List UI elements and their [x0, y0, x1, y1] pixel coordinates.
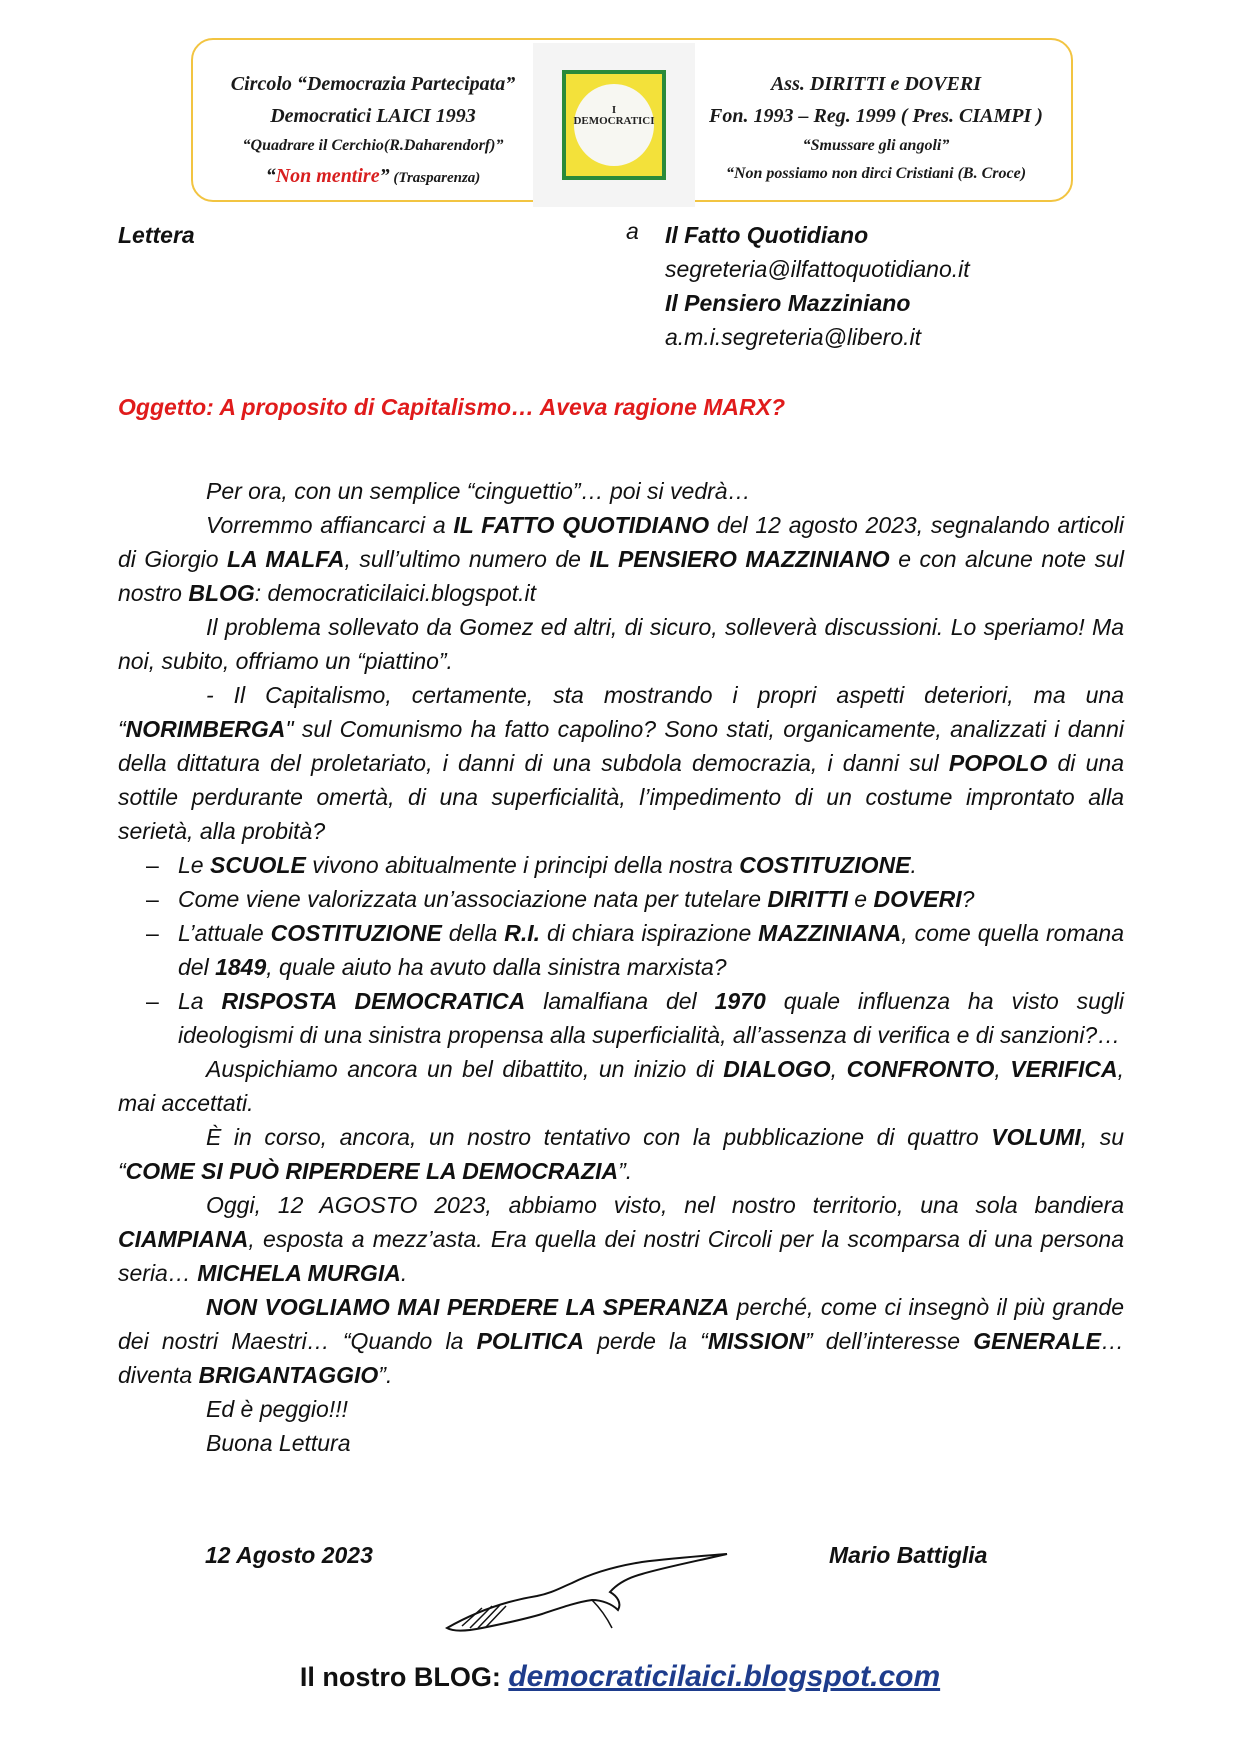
- circolo-motto-2: [203, 160, 543, 194]
- bold-text: BLOG: [188, 580, 255, 606]
- paragraph-text: Ed è peggio!!!: [206, 1396, 348, 1422]
- text: della: [441, 920, 505, 946]
- association-founded: Fon. 1993 – Reg. 1999 ( Pres. CIAMPI ): [709, 105, 1043, 127]
- text: - Il Capitalismo, certamente, sta mostrando i propri aspetti deteriori, ma una “: [118, 682, 1124, 742]
- text: Oggi, 12 AGOSTO 2023, abbiamo visto, nel nostro territorio, una sola bandiera: [206, 1192, 1124, 1218]
- recipient-email: a.m.i.segreteria@libero.it: [665, 324, 921, 350]
- recipients: [665, 218, 970, 354]
- bold-text: GENERALE: [973, 1328, 1101, 1354]
- dash-bullet: –: [146, 920, 159, 946]
- bold-text: VERIFICA: [1010, 1056, 1118, 1082]
- paragraph-text: Per ora, con un semplice “cinguettio”… poi si vedrà…: [206, 478, 751, 504]
- text: lamalfiana del: [525, 988, 715, 1014]
- text: Le: [178, 852, 210, 878]
- quote-close: ”: [379, 165, 390, 187]
- association-name: Ass. DIRITTI e DOVERI: [770, 73, 982, 95]
- blog-footer: [0, 1660, 1240, 1694]
- circolo-motto: “Quadrare il Cerchio(R.Daharendorf)”: [242, 137, 504, 154]
- recipient-email: segreteria@ilfattoquotidiano.it: [665, 256, 970, 282]
- bold-text: CIAMPIANA: [118, 1226, 249, 1252]
- non-mentire: Non mentire: [275, 165, 380, 187]
- bold-text: DOVERI: [873, 886, 962, 912]
- paragraph: [118, 508, 1124, 610]
- question-list: [118, 848, 1124, 1052]
- list-item: [118, 848, 1124, 882]
- paragraph: [118, 1392, 1124, 1426]
- paragraph: [118, 1426, 1124, 1460]
- paragraph: [118, 1188, 1124, 1290]
- blog-link[interactable]: democraticilaici.blogspot.com: [508, 1660, 941, 1693]
- recipient-prefix: a: [626, 218, 639, 244]
- bold-text: IL FATTO QUOTIDIANO: [453, 512, 710, 538]
- recipient-name: Il Fatto Quotidiano: [665, 222, 869, 248]
- quote-open: “: [265, 165, 276, 187]
- logo-text-line1: I: [611, 104, 617, 116]
- text: Come viene valorizzata un’associazione nata per tutelare: [178, 886, 768, 912]
- text: , quale aiuto ha avuto dalla sinistra marxista?: [266, 954, 727, 980]
- text: ”.: [618, 1158, 633, 1184]
- text: ” dell’interesse: [804, 1328, 974, 1354]
- bold-text: POLITICA: [476, 1328, 584, 1354]
- text: .: [400, 1260, 408, 1286]
- text: del 12 agosto 2023, segnalando articoli di Giorgio: [118, 512, 1125, 572]
- text: ,: [994, 1056, 1011, 1082]
- bold-text: MISSION: [707, 1328, 805, 1354]
- logo-text-line2: DEMOCRATICI: [573, 115, 655, 127]
- bold-text: COSTITUZIONE: [270, 920, 442, 946]
- list-item: [118, 916, 1124, 984]
- bold-text: POPOLO: [948, 750, 1048, 776]
- dash-bullet: –: [146, 988, 159, 1014]
- trasparenza: (Trasparenza): [389, 170, 481, 186]
- letterhead-left: [203, 68, 543, 194]
- paragraph: [118, 1120, 1124, 1188]
- bold-text: 1849: [215, 954, 267, 980]
- text: perde la “: [583, 1328, 708, 1354]
- circolo-name: Circolo “Democrazia Partecipata”: [230, 73, 516, 95]
- bold-text: BRIGANTAGGIO: [198, 1362, 379, 1388]
- text: È in corso, ancora, un nostro tentativo con la pubblicazione di quattro: [206, 1124, 992, 1150]
- paragraph-text: Buona Lettura: [206, 1430, 351, 1456]
- democratici-logo: [533, 43, 695, 207]
- letterhead-right: [701, 68, 1051, 188]
- text: ?: [961, 886, 975, 912]
- bold-text: NON VOGLIAMO MAI PERDERE LA SPERANZA: [206, 1294, 730, 1320]
- seagull-icon: [442, 1548, 732, 1638]
- text: ”.: [378, 1362, 393, 1388]
- text: vivono abitualmente i principi della nostra: [305, 852, 740, 878]
- bold-text: 1970: [714, 988, 766, 1014]
- text: quale influenza ha visto sugli ideologismi di una sinistra propensa alla superficialità, all’assenza di verifica e di sanzioni?…: [178, 988, 1124, 1048]
- bold-text: SCUOLE: [209, 852, 306, 878]
- paragraph: [118, 1290, 1124, 1392]
- text: L’attuale: [178, 920, 271, 946]
- dash-bullet: –: [146, 852, 159, 878]
- bold-text: DIALOGO: [723, 1056, 831, 1082]
- letter-subject: Oggetto: A proposito di Capitalismo… Aveva ragione MARX?: [118, 394, 786, 420]
- paragraph: [118, 1052, 1124, 1120]
- text: Vorremmo affiancarci a: [206, 512, 454, 538]
- paragraph: [118, 678, 1124, 848]
- text: , su “: [118, 1124, 1124, 1184]
- text: e con alcune note sul nostro: [118, 546, 1124, 606]
- bold-text: COSTITUZIONE: [739, 852, 911, 878]
- list-item: [118, 882, 1124, 916]
- text: , mai accettati.: [118, 1056, 1125, 1116]
- text: … diventa: [118, 1328, 1124, 1388]
- text: : democraticilaici.blogspot.it: [254, 580, 537, 606]
- text: Auspichiamo ancora un bel dibattito, un inizio di: [206, 1056, 724, 1082]
- text: perché, come ci insegnò il più grande dei nostri Maestri… “Quando la: [118, 1294, 1124, 1354]
- text: .: [910, 852, 917, 878]
- bold-text: NORIMBERGA: [125, 716, 286, 742]
- association-motto: “Smussare gli angoli”: [802, 137, 950, 154]
- bold-text: LA MALFA: [227, 546, 345, 572]
- paragraph-text: Il problema sollevato da Gomez ed altri, di sicuro, solleverà discussioni. Lo speriamo! Ma noi, subito, offriamo un “piattino”.: [118, 614, 1124, 674]
- bold-text: MICHELA MURGIA: [197, 1260, 401, 1286]
- paragraph: [118, 610, 1124, 678]
- bold-text: COME SI PUÒ RIPERDERE LA DEMOCRAZIA: [125, 1158, 619, 1184]
- text: di una sottile perdurante omertà, di una superficialità, l’impedimento di un costume improntato alla serietà, alla probità?: [118, 750, 1124, 844]
- dash-bullet: –: [146, 886, 159, 912]
- text: ,: [830, 1056, 847, 1082]
- text: , esposta a mezz’asta. Era quella dei nostri Circoli per la scomparsa di una persona seria…: [118, 1226, 1124, 1286]
- bold-text: CONFRONTO: [846, 1056, 995, 1082]
- text: e: [847, 886, 874, 912]
- text: , sull’ultimo numero de: [344, 546, 590, 572]
- blog-label: Il nostro BLOG:: [299, 1662, 509, 1692]
- text: " sul Comunismo ha fatto capolino? Sono stati, organicamente, analizzati i danni della dittatura del proletariato, i danni di una subdola democrazia, i danni sul: [118, 716, 1124, 776]
- lettera-label: Lettera: [118, 222, 195, 248]
- bold-text: VOLUMI: [991, 1124, 1081, 1150]
- circolo-subtitle: Democratici LAICI 1993: [270, 105, 476, 127]
- association-motto-2: “Non possiamo non dirci Cristiani (B. Croce): [725, 165, 1027, 182]
- text: di chiara ispirazione: [540, 920, 759, 946]
- bold-text: R.I.: [504, 920, 541, 946]
- bold-text: MAZZINIANA: [758, 920, 902, 946]
- signature: Mario Battiglia: [829, 1542, 988, 1568]
- letter-date: 12 Agosto 2023: [205, 1542, 373, 1568]
- logo-text: [533, 105, 695, 127]
- letter-body: [118, 474, 1124, 1460]
- list-item: [118, 984, 1124, 1052]
- bold-text: RISPOSTA DEMOCRATICA: [221, 988, 526, 1014]
- text: La: [178, 988, 222, 1014]
- text: , come quella romana del: [178, 920, 1124, 980]
- bold-text: DIRITTI: [767, 886, 848, 912]
- recipient-name: Il Pensiero Mazziniano: [665, 290, 911, 316]
- bold-text: IL PENSIERO MAZZINIANO: [589, 546, 890, 572]
- paragraph: [118, 474, 1124, 508]
